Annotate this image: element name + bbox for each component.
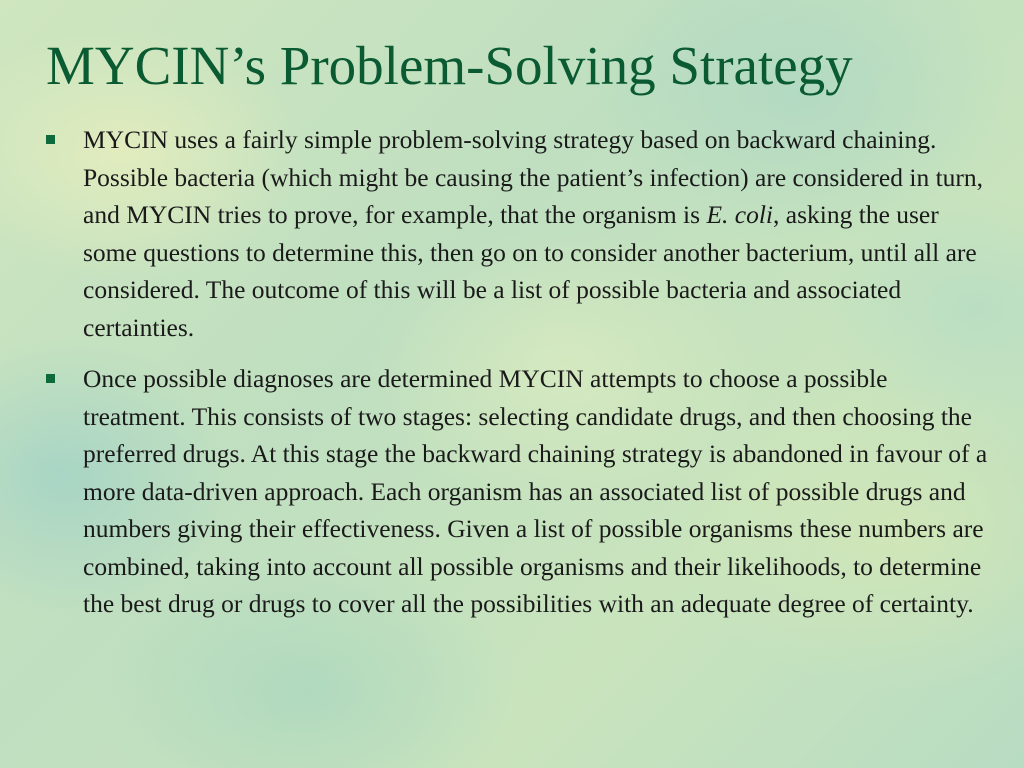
bullet-text-segment: MYCIN uses a fairly simple problem-solving strategy based on backward chaining. Possible bacteria (which might be causing the patient’s infection) are considered in turn, and MYCIN tries to prove, for example, that the organism is [83, 125, 984, 229]
bullet-item-backward-chaining [44, 121, 994, 346]
square-bullet-icon [46, 135, 55, 144]
bullet-text-segment: , asking the user some questions to determine this, then go on to consider another bacterium, until all are considered. The outcome of this will be a list of possible bacteria and associated certainties. [83, 200, 977, 342]
bullet-list [44, 121, 994, 623]
bullet-text: Once possible diagnoses are determined MYCIN attempts to choose a possible treatment. This consists of two stages: selecting candidate drugs, and then choosing the preferred drugs. At this stage the backward chaining strategy is abandoned in favour of a more data-driven approach. Each organism has an associated list of possible drugs and numbers giving their effectiveness. Given a list of possible organisms these numbers are combined, taking into account all possible organisms and their likelihoods, to determine the best drug or drugs to cover all the possibilities with an adequate degree of certainty. [83, 364, 988, 618]
bullet-item-treatment [44, 360, 994, 623]
slide-title: MYCIN’s Problem-Solving Strategy [46, 35, 853, 96]
square-bullet-icon [46, 374, 55, 383]
organism-name-italic: E. coli [706, 200, 774, 229]
bullet-text [83, 121, 994, 346]
